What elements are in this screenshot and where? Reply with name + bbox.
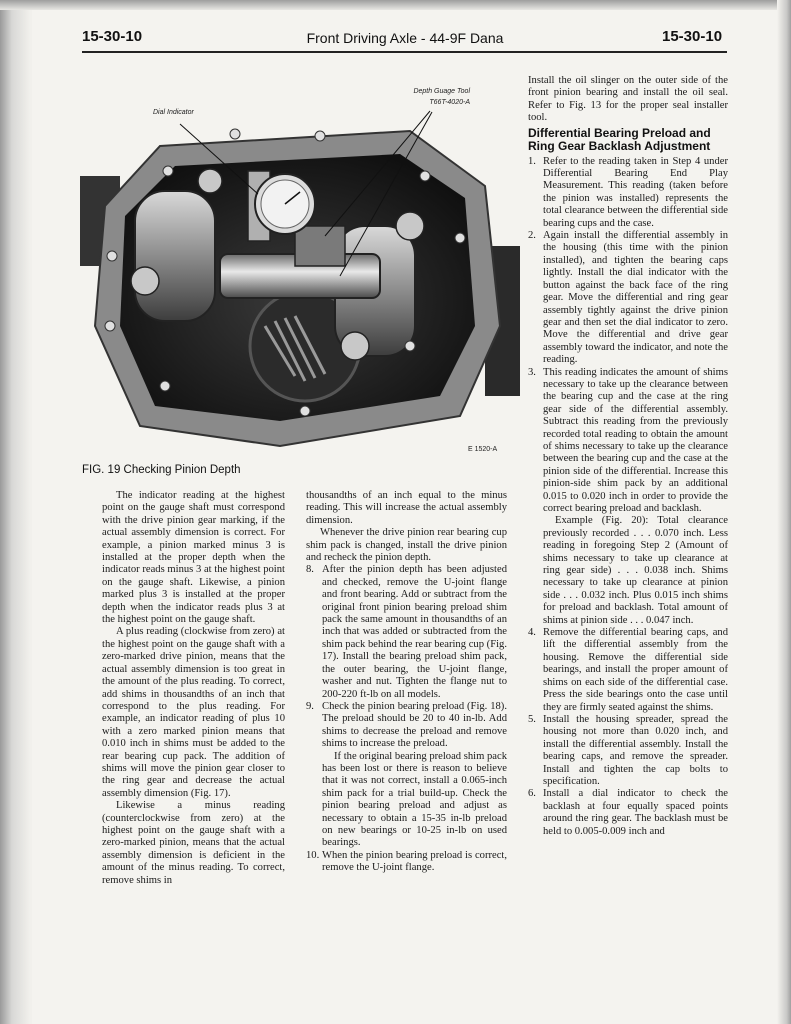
paragraph: Install the oil slinger on the outer side of the front pinion bearing and install the oil seal. Refer to Fig. 13 for the proper seal installer tool. <box>528 75 728 124</box>
figure-pinion-depth <box>80 76 520 468</box>
axle-housing-photo <box>80 76 520 468</box>
step-number: 6. <box>528 788 536 800</box>
figure-caption: FIG. 19 Checking Pinion Depth <box>82 464 241 476</box>
step-number: 1. <box>528 155 536 167</box>
step-9 <box>306 701 507 751</box>
step-number: 8. <box>306 564 314 576</box>
page-number-right: 15-30-10 <box>662 28 723 45</box>
callout-depth-gauge <box>390 86 470 108</box>
paragraph: The indicator reading at the highest point on the gauge shaft must correspond with the drive pinion gear marking, if the actual assembly dimension is correct. For example, a pinion marked minus 3 is installed at the proper depth when the indicator reads minus 3 at the highest point on the gauge shaft. Likewise, a pinion marked plus 3 is installed at the proper depth when the indicator reads plus 3 at the highest point on the gauge shaft. <box>102 490 285 626</box>
step-3-example: Example (Fig. 20): Total clearance previously recorded . . . 0.070 inch. Less reading in foregoing Step 2 (Amount of shims necessary to take up clearance at ring gear side) . . . 0.038 inch. Shims necessary to take up clearance at pinion side . . . 0.032 inch. Plus 0.015 inch shims for preload and backlash. Total amount of shims at pinion side . . . 0.047 inch. <box>543 515 728 626</box>
paragraph: Whenever the drive pinion rear bearing cup shim pack is changed, install the drive pinion and recheck the pinion depth. <box>306 527 507 564</box>
step-1 <box>528 156 728 230</box>
page-number-left: 15-30-10 <box>82 28 143 45</box>
bearing-cap-left <box>135 191 215 321</box>
page-title: Front Driving Axle - 44-9F Dana <box>306 30 504 46</box>
step-8 <box>306 564 507 700</box>
step-10 <box>306 850 507 875</box>
step-text: Again install the differential assembly in the housing (this time with the pinion installed), and tighten the bearing caps lightly. Install the dial indicator with the button against the back face of the ring gear. Move the differential and ring gear assembly tightly against the drive pinion gear and then set the dial indicator to zero. Move the differential and drive gear assembly toward the indicator, and note the reading. <box>543 230 728 366</box>
step-4 <box>528 627 728 714</box>
step-number: 2. <box>528 230 536 242</box>
text-column-1 <box>102 490 285 887</box>
step-5 <box>528 714 728 788</box>
step-number: 10. <box>306 849 320 861</box>
step-number: 3. <box>528 366 536 378</box>
figure-code: E 1520-A <box>468 446 498 453</box>
step-3 <box>528 367 728 516</box>
callout-gauge-part: T66T-4020-A <box>429 99 470 106</box>
depth-gauge-block <box>295 226 345 266</box>
callout-gauge-name: Depth Guage Tool <box>413 88 470 95</box>
step-text: Check the pinion bearing preload (Fig. 18). The preload should be 20 to 40 in-lb. Add shims to decrease the preload and remove shims to increase the preload. <box>322 700 507 750</box>
step-text: Refer to the reading taken in Step 4 under Differential Bearing End Play Measurement. This reading (taken before the pinion was installed) represents the total clearance between the differential side bearing cups and the case. <box>543 155 728 229</box>
step-text: Install the housing spreader, spread the housing not more than 0.020 inch, and install the differential assembly. Install the bearing caps, and remove the spreader. Install and tighten the cap bolts to specification. <box>543 713 728 787</box>
header-rule <box>82 51 727 53</box>
step-text: After the pinion depth has been adjusted and checked, remove the U-joint flange and front bearing. Add or subtract from the original front pinion bearing preload shim pack the same amount in thousandths of an inch that was added or subtracted from the shim pack behind the rear bearing cup (Fig. 17). Install the bearing preload shim pack, the outer bearing, the U-joint flange, washer and nut. Tighten the flange nut to 200-220 ft-lb on all models. <box>322 564 507 700</box>
step-text: Remove the differential bearing caps, and lift the differential assembly from the housing. Remove the differential side bearings, and install the proper amount of shims on each side of the differential case. Press the side bearings onto the case until they are firmly seated against the shims. <box>543 627 728 713</box>
step-number: 4. <box>528 627 536 639</box>
text-column-2 <box>306 490 507 875</box>
scan-top-edge <box>0 0 791 10</box>
step-number: 9. <box>306 700 314 712</box>
step-2 <box>528 230 728 366</box>
step-number: 5. <box>528 713 536 725</box>
text-column-3 <box>528 75 728 838</box>
paragraph: Likewise a minus reading (counterclockwise from zero) at the highest point on the gauge shaft with a zero-marked pinion, means that the actual assembly dimension is deficient in the amount of the minus reading. To correct, remove shims in <box>102 800 285 886</box>
paragraph: A plus reading (clockwise from zero) at the highest point on the gauge shaft with a zero-marked drive pinion, means that the actual assembly dimension is too great in the amount of the plus reading. To correct, add shims in thousandths of an inch that correspond to the plus reading. For example, an indicator reading of plus 10 with a zero marked pinion means that 0.010 inch in shims must be added to the rear bearing cup pack. The addition of shims will move the pinion gear closer to the ring gear and decrease the actual assembly dimension (Fig. 17). <box>102 626 285 799</box>
step-text: Install a dial indicator to check the backlash at four equally spaced points around the ring gear. The backlash must be held to 0.005-0.009 inch and <box>543 788 728 837</box>
step-9-note: If the original bearing preload shim pack has been lost or there is reason to believe that it was not correct, install a 0.065-inch shim pack for a trial build-up. Check the pinion bearing preload and adjust as necessary to obtain a 15-35 in-lb preload on new bearings or 10-25 in-lb on used bearings. <box>322 750 507 849</box>
step-6 <box>528 788 728 838</box>
callout-dial-indicator: Dial Indicator <box>153 109 194 116</box>
paragraph: thousandths of an inch equal to the minus reading. This will increase the actual assembly dimension. <box>306 490 507 526</box>
section-title: Differential Bearing Preload and Ring Gear Backlash Adjustment <box>528 125 711 154</box>
step-text: This reading indicates the amount of shims necessary to take up the clearance between the bearing cup and the case at the ring gear side of the differential assembly. Subtract this reading from the previously recorded total reading to obtain the amount of shims necessary to take up the clearance between the bearing cup and the case at the pinion side of the differential. Increase this pinion-side shim pack by an additional 0.015 to 0.020 inch in order to provide the correct bearing preload and backlash. <box>543 366 728 514</box>
step-text: When the pinion bearing preload is correct, remove the U-joint flange. <box>322 849 507 874</box>
